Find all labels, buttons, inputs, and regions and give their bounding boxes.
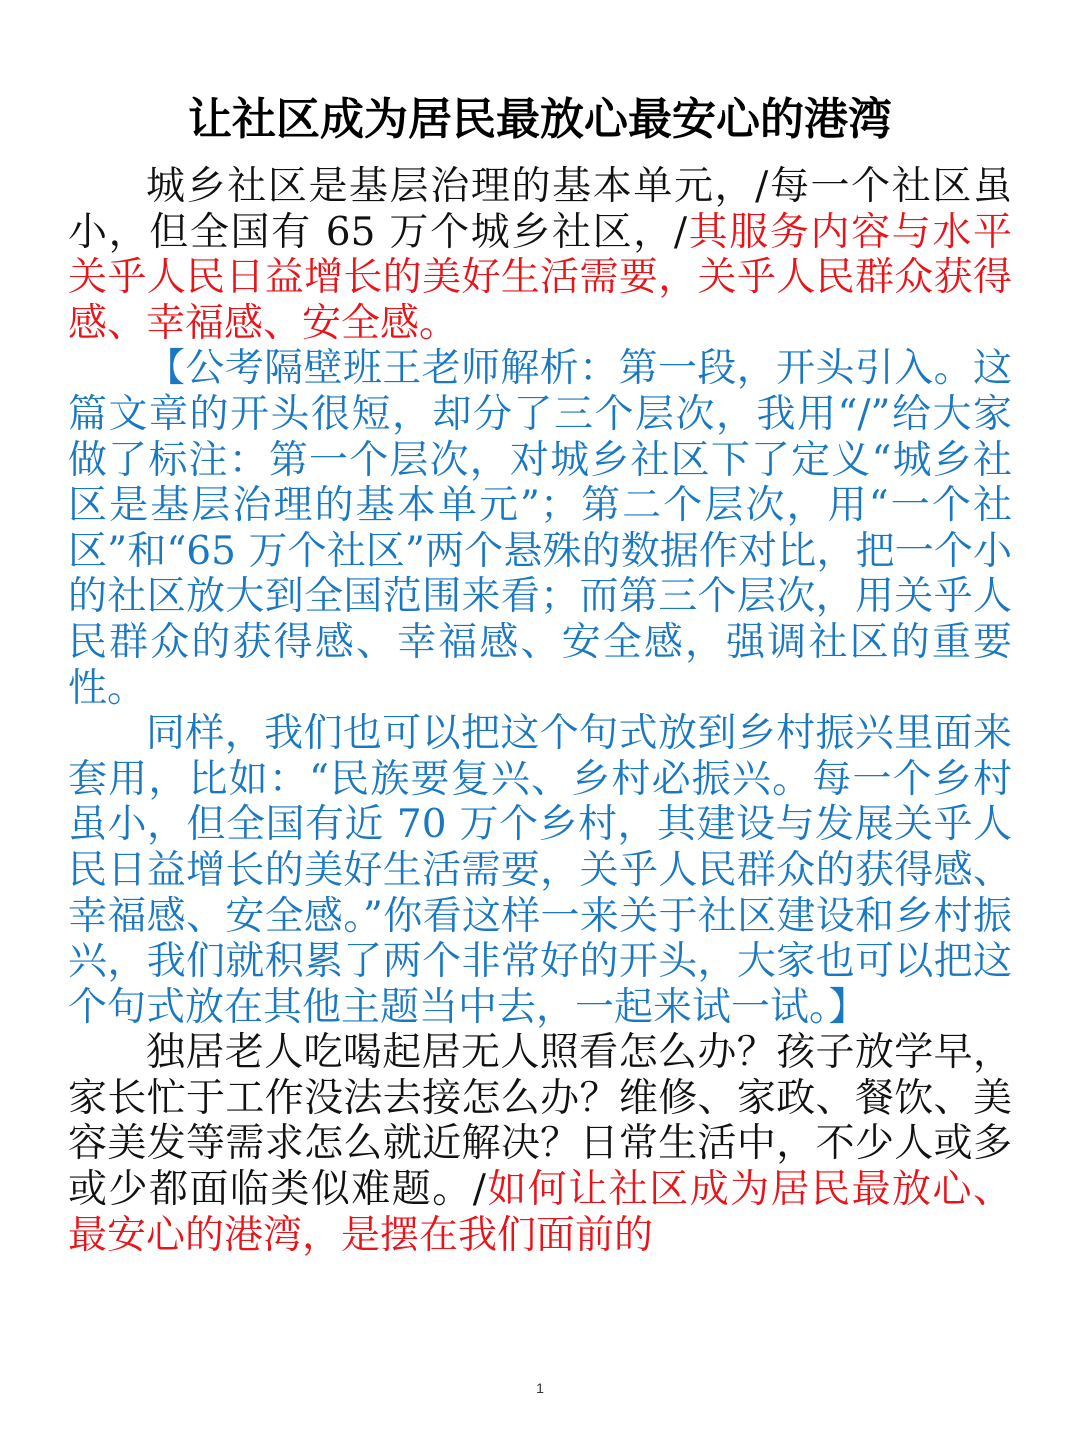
paragraph-questions-highlight: 如何让社区成为居民最放心、最安心的港湾，是摆在我们面前的 (68, 1167, 1012, 1258)
document-title: 让社区成为居民最放心最安心的港湾 (188, 94, 892, 145)
paragraph-intro-highlight: 其服务内容与水平关乎人民日益增长的美好生活需要，关乎人民群众获得感、幸福感、安全感。 (68, 209, 1012, 346)
paragraph-intro (68, 164, 1012, 346)
paragraph-analysis-example (68, 711, 1012, 1030)
paragraph-analysis-example-text: 同样，我们也可以把这个句式放到乡村振兴里面来套用，比如：“民族要复兴、乡村必振兴。每一个乡村虽小，但全国有近 70 万个乡村，其建设与发展关乎人民日益增长的美好生活需要，关乎人民群众的获得感、幸福感、安全感。”你看这样一来关于社区建设和乡村振兴，我们就积累了两个非常好的开头，大家也可以把这个句式放在其他主题当中去，一起来试一试。】 (68, 711, 1012, 1030)
paragraph-analysis-text: 【公考隔壁班王老师解析：第一段，开头引入。这篇文章的开头很短，却分了三个层次，我用“/”给大家做了标注：第一个层次，对城乡社区下了定义“城乡社区是基层治理的基本单元”；第二个层次，用“一个社区”和“65 万个社区”两个悬殊的数据作对比，把一个小的社区放大到全国范围来看；而第三个层次，用关乎人民群众的获得感、幸福感、安全感，强调社区的重要性。 (68, 346, 1012, 711)
page-number: 1 (536, 1380, 544, 1396)
document-body (68, 164, 1012, 1258)
paragraph-analysis (68, 346, 1012, 711)
paragraph-intro-text: 城乡社区是基层治理的基本单元，/每一个社区虽小，但全国有 65 万个城乡社区，/ (68, 164, 1012, 255)
paragraph-questions-text: 独居老人吃喝起居无人照看怎么办？孩子放学早，家长忙于工作没法去接怎么办？维修、家政、餐饮、美容美发等需求怎么就近解决？日常生活中，不少人或多或少都面临类似难题。/ (68, 1030, 1012, 1213)
paragraph-questions (68, 1030, 1012, 1258)
